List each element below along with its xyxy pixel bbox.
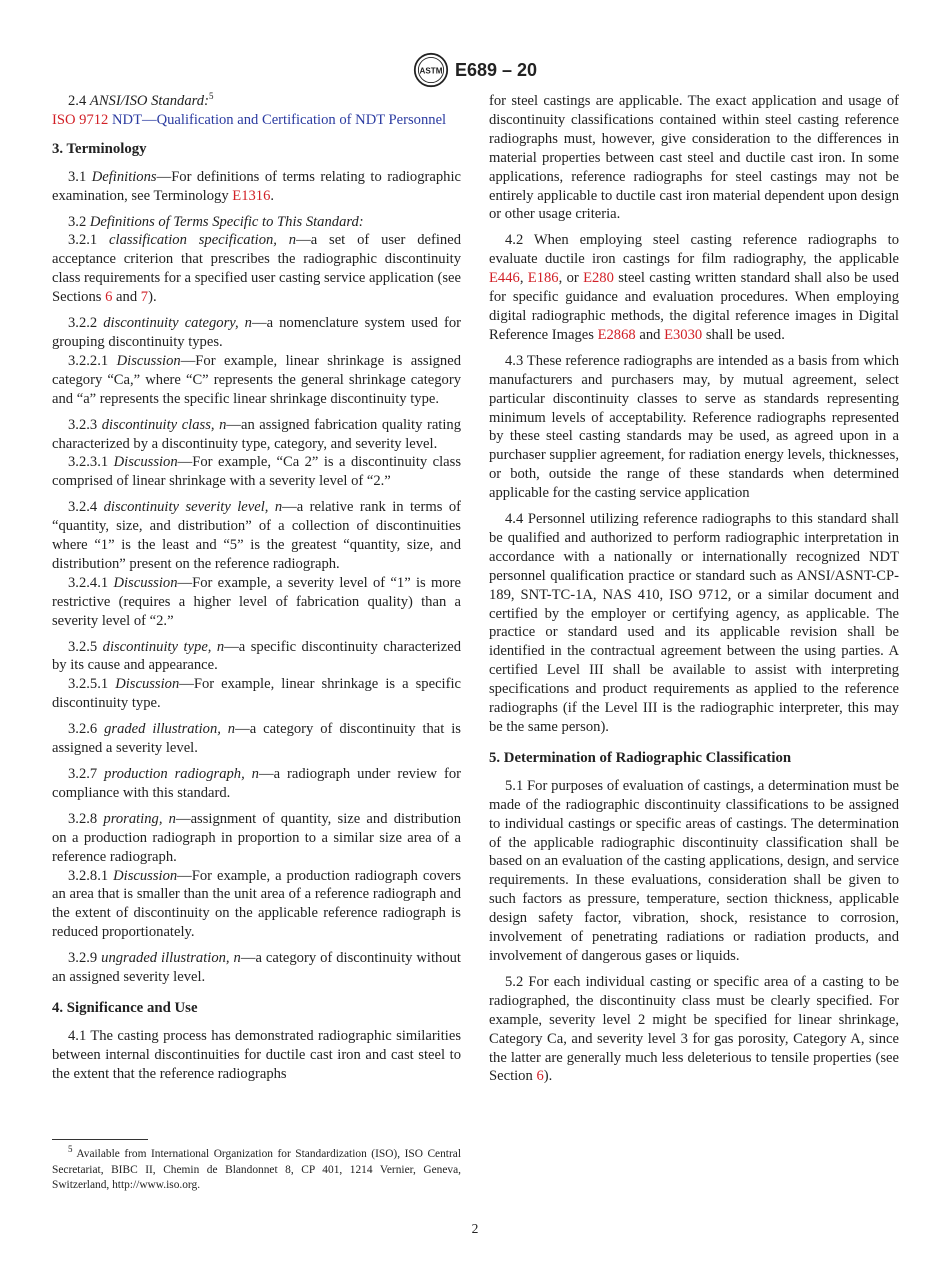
- para-5-1: 5.1 For purposes of evaluation of castings, a determination must be made of the radiographic discontinuity classifications to be assigned to individual castings or specific areas of castings. The determination of the applicable radiographic discontinuity classification shall be based on an evaluation of the casting applications, design, and service requirements. In these evaluations, consideration shall be given to such factors as pressure, temperature, section thickness, applicable design safety factor, vibration, shock, resistance to corrosion, involvement of penetrating radiations or radiation products, and involvement of dangerous gases or liquids.: [489, 777, 899, 964]
- para-3-2-7: 3.2.7 production radiograph, n—a radiograph under review for compliance with this standard.: [52, 766, 461, 801]
- section-4-heading: 4. Significance and Use: [52, 999, 198, 1016]
- section-5-heading: 5. Determination of Radiographic Classification: [489, 749, 792, 766]
- page-header: [0, 52, 950, 93]
- para-4-1: 4.1 The casting process has demonstrated radiographic similarities between internal discontinuities for ductile cast iron and cast steel to the extent that the reference radiographs: [52, 1027, 461, 1082]
- page-number: 2: [471, 1221, 479, 1236]
- left-column: [52, 92, 461, 1084]
- e186-link[interactable]: E186: [527, 270, 559, 287]
- section-2-4: 2.4 ANSI/ISO Standard:$^5$: [68, 91, 214, 109]
- para-3-2-1: 3.2.1 classification specification, n—a set of user defined acceptance criterion that prescribes the radiographic discontinuity class requirements for a specified user casting service application (see Sections 6 and 7).: [52, 232, 461, 306]
- astm-logo-icon: [413, 52, 449, 88]
- para-3-2-5-1: 3.2.5.1 Discussion—For example, linear shrinkage is a specific discontinuity type.: [52, 676, 462, 712]
- e1316-link[interactable]: E1316: [232, 187, 271, 204]
- section-6-link-2[interactable]: 6: [536, 1068, 544, 1085]
- e446-link[interactable]: E446: [489, 270, 520, 287]
- para-3-2: 3.2 Definitions of Terms Specific to This Standard:: [68, 213, 364, 230]
- para-3-2-5: 3.2.5 discontinuity type, n—a specific discontinuity characterized by its cause and appearance.: [52, 638, 461, 674]
- para-4-1-continued: for steel castings are applicable. The exact application and usage of discontinuity classifications contained within steel casting reference radiographs must, however, give consideration to the differences in material properties between cast steel and ductile cast iron. In some applications, reference radiographs for steel castings may not be entirely applicable to ductile cast iron material dependent upon design or other usage criteria.: [489, 93, 899, 223]
- e3030-link[interactable]: E3030: [664, 326, 703, 343]
- para-3-2-2-1: 3.2.2.1 Discussion—For example, linear shrinkage is assigned category “Ca,” where “C” represents the general shrinkage category and “a” represents the specific linear shrinkage discontinuity type.: [52, 352, 462, 407]
- para-3-2-8-1: 3.2.8.1 Discussion—For example, a production radiograph covers an area that is smaller than the unit area of a reference radiograph and the extent of discontinuity on the applicable reference radiograph is reduced proportionately.: [52, 867, 461, 941]
- para-4-4: 4.4 Personnel utilizing reference radiographs to this standard shall be qualified and authorized to perform radiographic interpretation in accordance with a nationally or internationally recognized NDT personnel qualification practice or standard such as ANSI/ASNT-CP-189, SNT-TC-1A, NAS 410, ISO 9712, or a similar document and certified by the employer or certifying agency, as applicable. The practice or standard used and its applicable revision shall be identified in the contractual agreement between the using parties. A certified Level III shall be available to assist with interpreting specifications and product requirements as applied to the reference radiographs (if the Level III is the radiographic interpreter, this may be the same person).: [489, 511, 899, 735]
- section-7-link[interactable]: 7: [140, 289, 149, 306]
- footnote-ref-5[interactable]: 5: [208, 91, 214, 102]
- para-3-2-3: 3.2.3 discontinuity class, n—an assigned fabrication quality rating characterized by a discontinuity type, category, and severity level.: [52, 416, 462, 452]
- iso-9712-link[interactable]: ISO 9712: [52, 111, 109, 128]
- para-3-2-9: 3.2.9 ungraded illustration, n—a category of discontinuity without an assigned severity level.: [52, 950, 461, 986]
- e2868-link[interactable]: E2868: [597, 326, 636, 343]
- iso-9712-reference: [52, 111, 461, 130]
- iso-9712-title: NDT—Qualification and Certification of NDT Personnel: [108, 111, 447, 128]
- section-6-link[interactable]: 6: [105, 289, 113, 306]
- right-column: [489, 92, 899, 1086]
- para-3-2-3-1: 3.2.3.1 Discussion—For example, “Ca 2” is a discontinuity class comprised of linear shrinkage with a severity level of “2.”: [52, 454, 462, 490]
- logo-text: ASTM: [419, 66, 443, 76]
- para-4-2: 4.2 When employing steel casting reference radiographs to evaluate ductile iron castings for film radiography, the applicable E446, E186, or E280 steel casting written standard shall also be used for specific guidance and evaluation procedures. When employing digital radiographic methods, the digital reference images in Digital Reference Images E2868 and E3030 shall be used.: [489, 232, 899, 343]
- footnote-5: $^5$ Available from International Organization for Standardization (ISO), ISO Central Secretariat, BIBC II, Chemin de Blandonnet 8, CP 401, 1214 Vernier, Geneva, Switzerland, http://www.iso.org.: [52, 1144, 461, 1191]
- para-4-3: 4.3 These reference radiographs are intended as a basis from which manufacturers and purchasers may, by mutual agreement, select particular discontinuity classes to serve as standards representing minimum levels of acceptability. Reference radiographs represented by these steel casting standards may be used, as agreed upon in a purchaser supplier agreement, for radiation energy levels, thicknesses, or both, outside the range of these standards when determined applicable for the casting service application: [489, 352, 899, 502]
- para-3-2-8: 3.2.8 prorating, n—assignment of quantity, size and distribution on a production radiograph in proportion to a similar size area of a reference radiograph.: [52, 810, 461, 865]
- document-designation: E689 – 20: [454, 59, 538, 80]
- e280-link[interactable]: E280: [583, 270, 614, 287]
- footnote-divider: [52, 1139, 148, 1140]
- para-5-2: 5.2 For each individual casting or specific area of a casting to be radiographed, the discontinuity class must be clearly specified. For example, severity level 2 might be specified for linear shrinkage, Category Ca, and severity level 3 for gas porosity, Category A, since the latter are generally much less deleterious to tensile properties (see Section 6).: [489, 973, 899, 1085]
- para-3-1: 3.1 Definitions—For definitions of terms relating to radiographic examination, see Terminology E1316.: [52, 168, 461, 204]
- para-3-2-4-1: 3.2.4.1 Discussion—For example, a severity level of “1” is more restrictive (requires a higher level of fabrication quality) than a severity level of “2.”: [52, 574, 461, 629]
- para-3-2-4: 3.2.4 discontinuity severity level, n—a relative rank in terms of “quantity, size, and distribution” of a collection of discontinuities where “1” is the least and “5” is the greatest “quantity, size, and distribution” present on the reference radiograph.: [52, 499, 461, 572]
- para-3-2-2: 3.2.2 discontinuity category, n—a nomenclature system used for grouping discontinuity types.: [52, 315, 462, 350]
- para-3-2-6: 3.2.6 graded illustration, n—a category of discontinuity that is assigned a severity level.: [52, 721, 461, 757]
- section-3-heading: 3. Terminology: [52, 140, 147, 157]
